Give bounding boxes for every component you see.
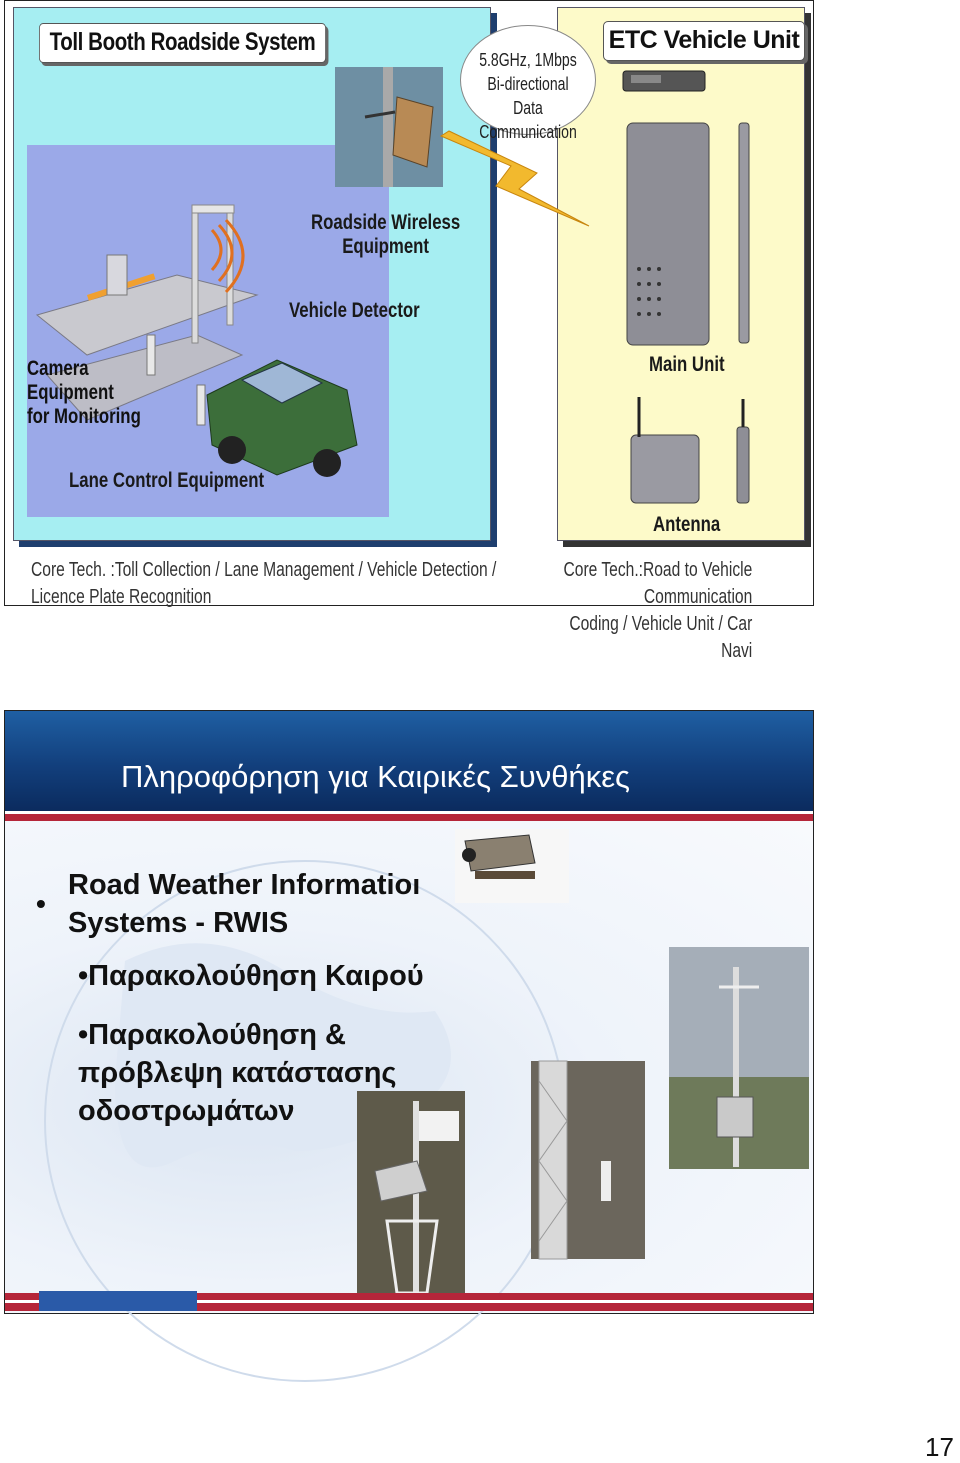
toll-booth-title: Toll Booth Roadside System [39,23,326,63]
antenna-label: Antenna [653,513,721,536]
etc-diagram-slide [4,0,814,662]
footer-blue-block [39,1291,197,1311]
rwis-slide [4,710,814,1314]
pavement-monitoring-item: •Παρακολούθηση & πρόβλεψη κατάστασης οδοστρωμάτων [78,1019,397,1127]
sensor-tower-photo [531,1061,645,1259]
lightning-bolt-icon [441,131,591,241]
roadside-antenna-photo [335,67,443,187]
caption-right: Core Tech.:Road to Vehicle Communication Coding / Vehicle Unit / Car Navi [563,559,753,662]
toll-lane-illustration [27,145,389,517]
communication-bubble [460,25,596,142]
bubble-text: 5.8GHz, 1Mbps Bi-directional Data Communication [479,50,577,142]
camera-photo [455,829,569,903]
weather-station-photo [669,947,809,1169]
etc-vehicle-unit-title: ETC Vehicle Unit [603,21,805,61]
main-unit-label: Main Unit [649,353,725,376]
vehicle-detector-label: Vehicle Detector [289,299,420,322]
antenna-device [625,397,753,507]
caption-left: Core Tech. :Toll Collection / Lane Management / Vehicle Detection / Licence Plate Recognition [31,559,497,608]
car-navi-device [621,67,707,95]
slide-header [5,711,813,811]
weather-monitoring-item: •Παρακολούθηση Καιρού [78,960,424,992]
rwis-heading: Road Weather Informatioı Systems - RWIS [68,869,421,939]
lane-control-label: Lane Control Equipment [69,469,265,492]
camera-equipment-label: Camera Equipment for Monitoring [27,357,141,428]
page-number: 17 [925,1432,954,1462]
bullet-dot: • [36,888,46,919]
toll-lane-graphic [27,145,389,517]
main-unit-device [623,119,751,349]
slide-title: Πληροφόρηση για Καιρικές Συνθήκες [121,759,630,794]
header-red-stripe [5,814,813,821]
roadside-wireless-label: Roadside Wireless Equipment [311,211,461,258]
